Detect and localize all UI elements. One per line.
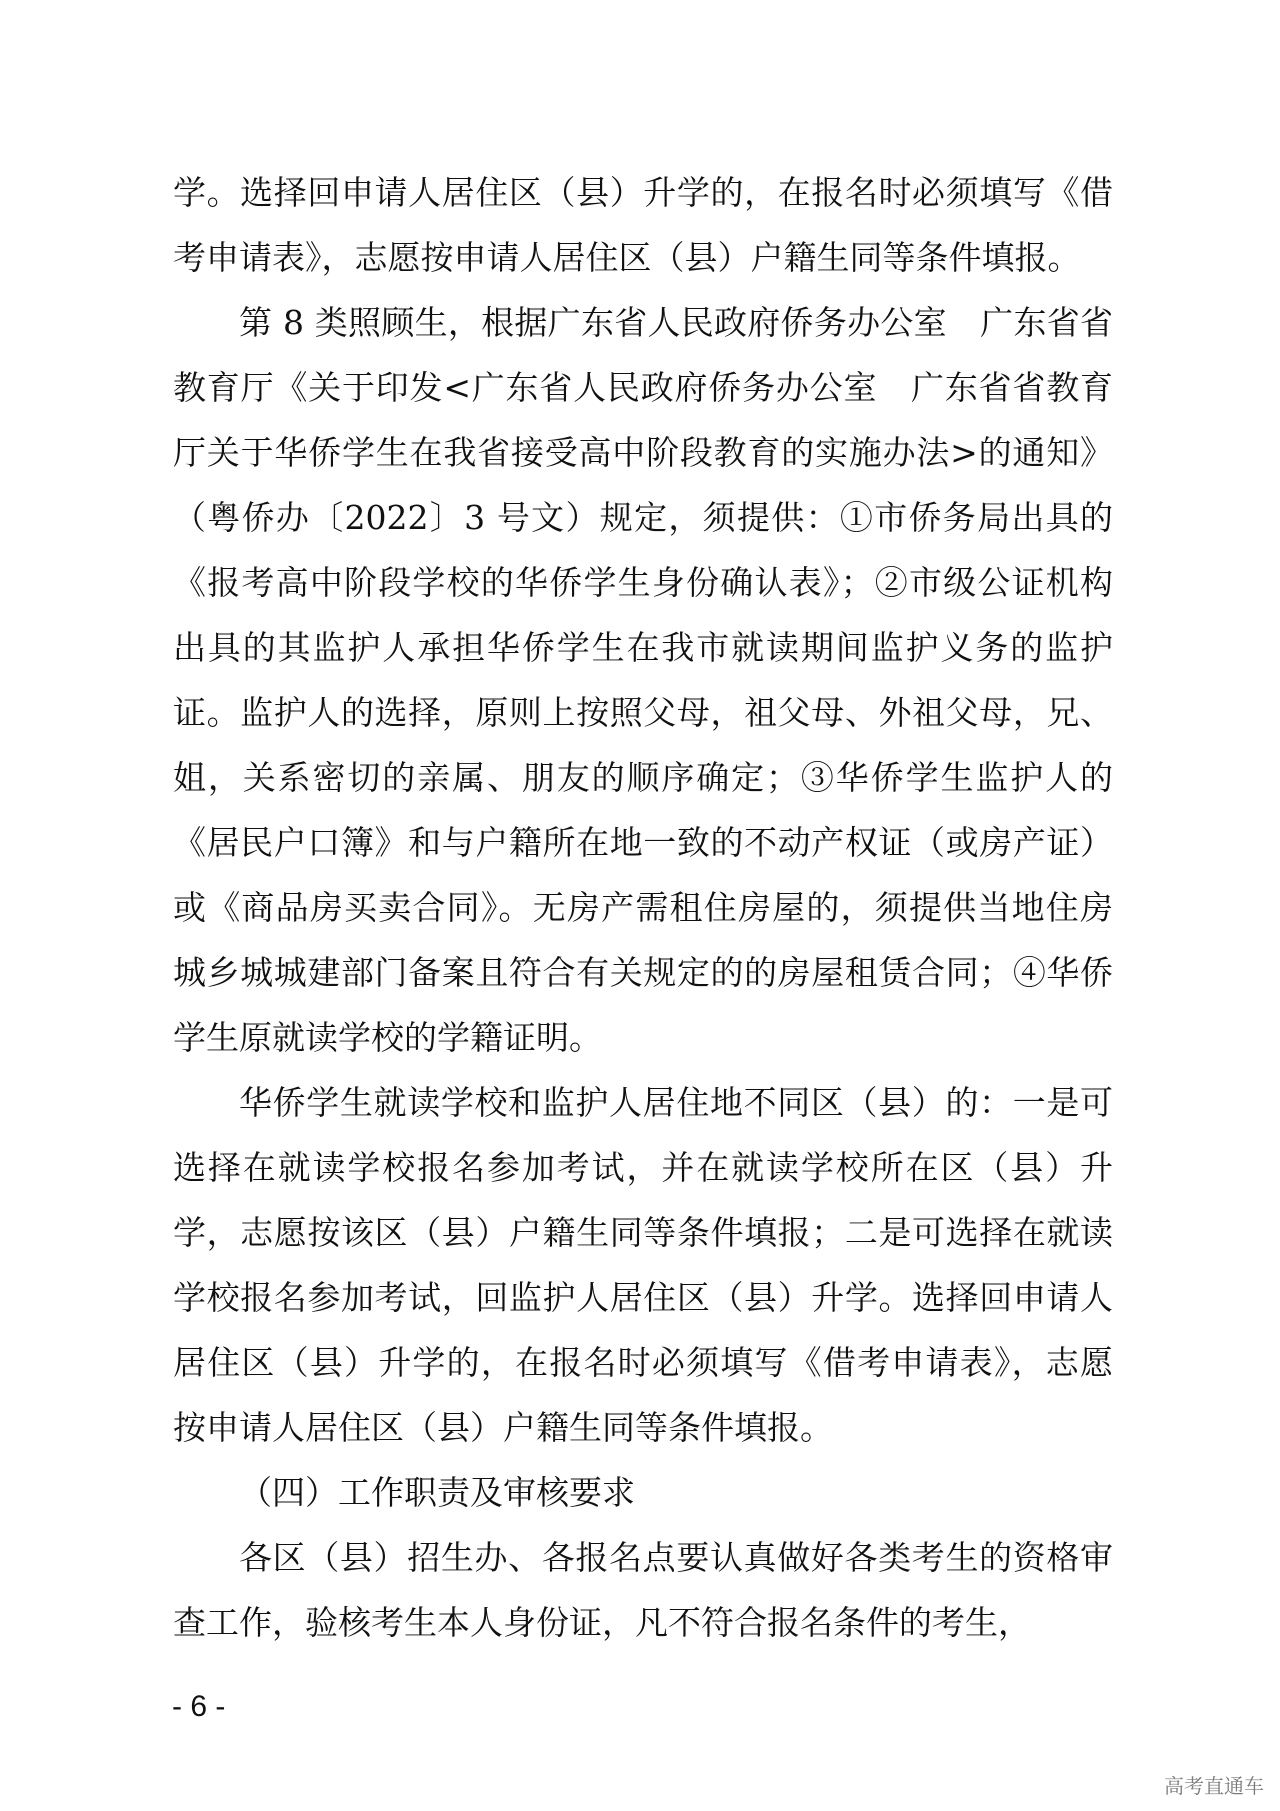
continuation-paragraph: 学。选择回申请人居住区（县）升学的，在报名时必须填写《借考申请表》，志愿按申请人居住区（县）户籍生同等条件填报。 [173,173,1113,277]
paragraph-responsibilities: 各区（县）招生办、各报名点要认真做好各类考生的资格审查工作，验核考生本人身份证，凡不符合报名条件的考生， [173,1538,1113,1642]
paragraph-different-district: 华侨学生就读学校和监护人居住地不同区（县）的：一是可选择在就读学校报名参加考试，并在就读学校所在区（县）升学，志愿按该区（县）户籍生同等条件填报；二是可选择在就读学校报名参加考试，回监护人居住区（县）升学。选择回申请人居住区（县）升学的，在报名时必须填写《借考申请表》，志愿按申请人居住区（县）户籍生同等条件填报。 [173,1083,1113,1447]
document-body [173,160,1113,1655]
section-heading: （四）工作职责及审核要求 [239,1473,635,1512]
paragraph-category-8: 第 8 类照顾生，根据广东省人民政府侨务办公室 广东省省教育厅《关于印发<广东省人民政府侨务办公室 广东省省教育厅关于华侨学生在我省接受高中阶段教育的实施办法>的通知》（粤侨办〔2022〕3 号文）规定，须提供：①市侨务局出具的《报考高中阶段学校的华侨学生身份确认表》；②市级公证机构出具的其监护人承担华侨学生在我市就读期间监护义务的监护证。监护人的选择，原则上按照父母，祖父母、外祖父母，兄、姐，关系密切的亲属、朋友的顺序确定；③华侨学生监护人的《居民户口簿》和与户籍所在地一致的不动产权证（或房产证）或《商品房买卖合同》。无房产需租住房屋的，须提供当地住房城乡城城建部门备案且符合有关规定的的房屋租赁合同；④华侨学生原就读学校的学籍证明。 [173,303,1113,1057]
page-number: - 6 - [172,1690,226,1723]
watermark: 高考直通车 [1164,1774,1264,1798]
